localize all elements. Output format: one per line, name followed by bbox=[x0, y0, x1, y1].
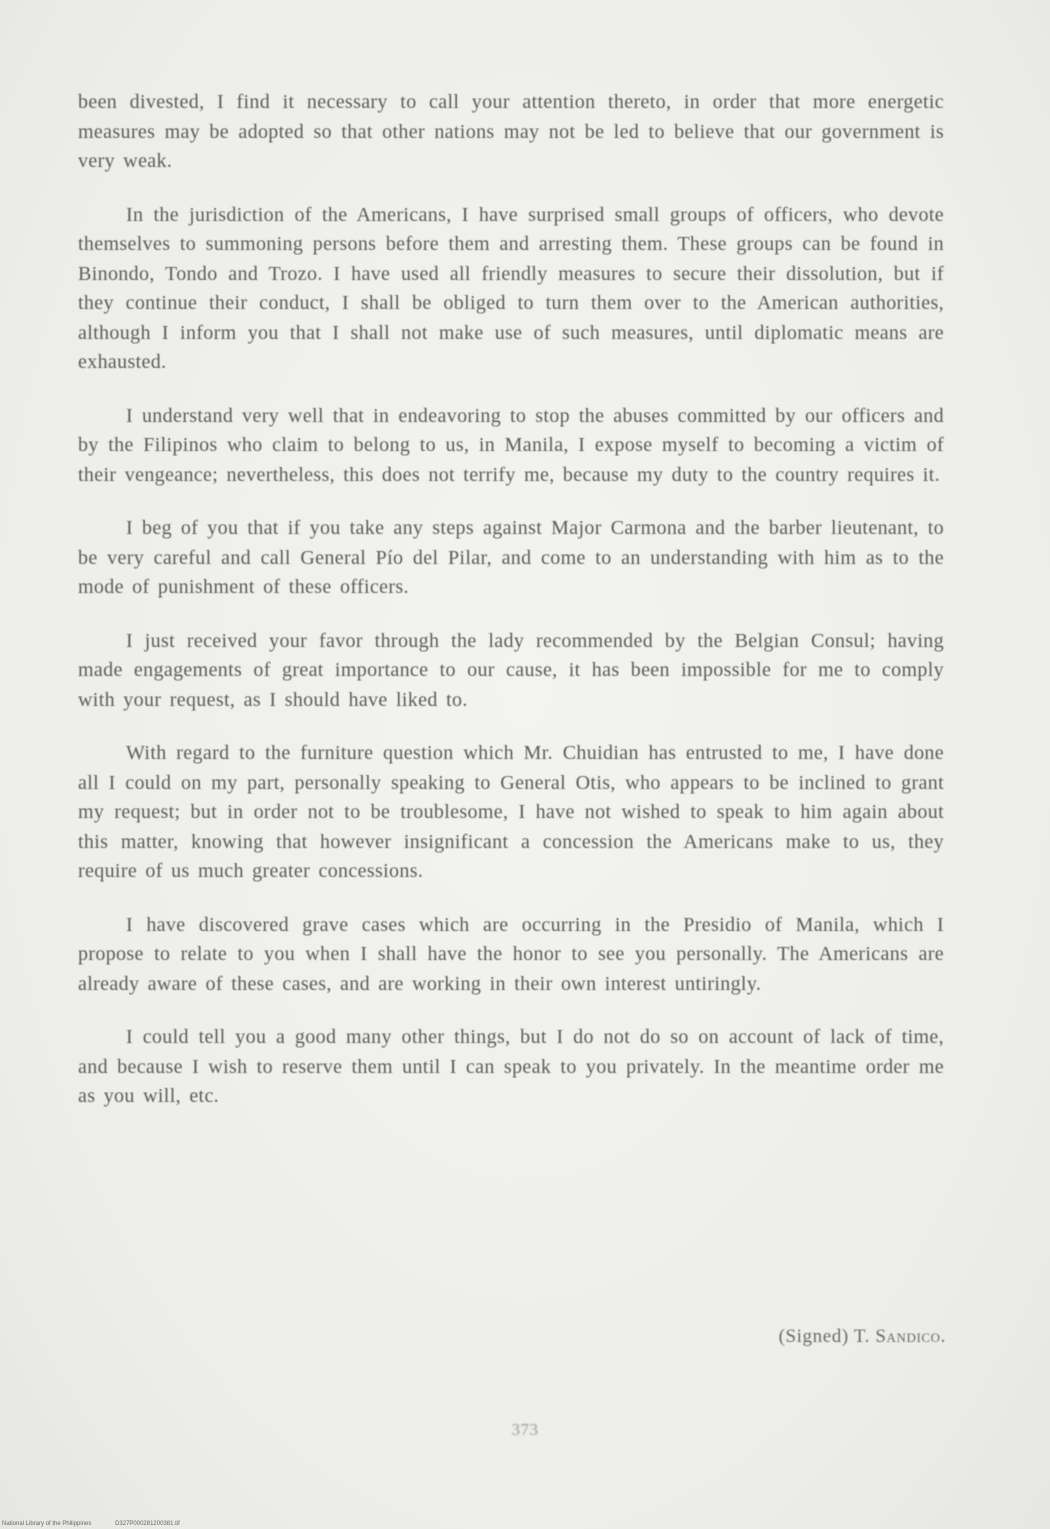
file-id: D327P000281200381.tif bbox=[115, 1521, 180, 1527]
paragraph-8: I could tell you a good many other things, but I do not do so on account of lack of time, and because I wish to reserve them until I can speak to you privately. In the meantime order me as you will, etc. bbox=[78, 1026, 944, 1107]
signature-prefix: (Signed) T. bbox=[778, 1326, 870, 1347]
signature-line bbox=[779, 1326, 946, 1348]
page-number: 373 bbox=[511, 1420, 539, 1439]
paragraph-5: I just received your favor through the lady recommended by the Belgian Consul; having made engagements of great importance to our cause, it has been impossible for me to comply with your request, as I should have liked to. bbox=[78, 629, 944, 711]
paragraph-1: been divested, I find it necessary to call your attention thereto, in order that more energetic measures may be adopted so that other nations may not be led to believe that our government is very weak. bbox=[78, 91, 944, 172]
paragraph-4: I beg of you that if you take any steps against Major Carmona and the barber lieutenant, to be very careful and call General Pío del Pilar, and come to an understanding with him as to the mode of punishment of these officers. bbox=[78, 517, 944, 598]
paragraph-7: I have discovered grave cases which are occurring in the Presidio of Manila, which I propose to relate to you when I shall have the honor to see you personally. The Americans are already aware of these cases, and are working in their own interest untiringly. bbox=[78, 913, 944, 995]
paragraph-3: I understand very well that in endeavoring to stop the abuses committed by our officers and by the Filipinos who claim to belong to us, in Manila, I expose myself to becoming a victim of their vengeance; nevertheless, this does not terrify me, because my duty to the country requires it. bbox=[78, 404, 944, 486]
paragraph-2: In the jurisdiction of the Americans, I have surprised small groups of officers, who devote themselves to summoning persons before them and arresting them. These groups can be found in Binondo, Tondo and Trozo. I have used all friendly measures to secure their dissolution, but if they continue their conduct, I shall be obliged to turn them over to the American authorities, although I inform you that I shall not make use of such measures, until diplomatic means are exhausted. bbox=[78, 203, 944, 373]
library-credit: National Library of the Philippines bbox=[2, 1521, 92, 1527]
signature-name: Sandico. bbox=[875, 1326, 946, 1347]
paragraph-6: With regard to the furniture question which Mr. Chuidian has entrusted to me, I have done all I could on my part, personally speaking to General Otis, who appears to be inclined to grant my request; but in order not to be troublesome, I have not wished to speak to him again about this matter, knowing that however insignificant a concession the Americans make to us, they require of us much greater concessions. bbox=[78, 742, 944, 882]
letter-body bbox=[78, 88, 944, 1136]
scan-footer bbox=[2, 1521, 202, 1527]
